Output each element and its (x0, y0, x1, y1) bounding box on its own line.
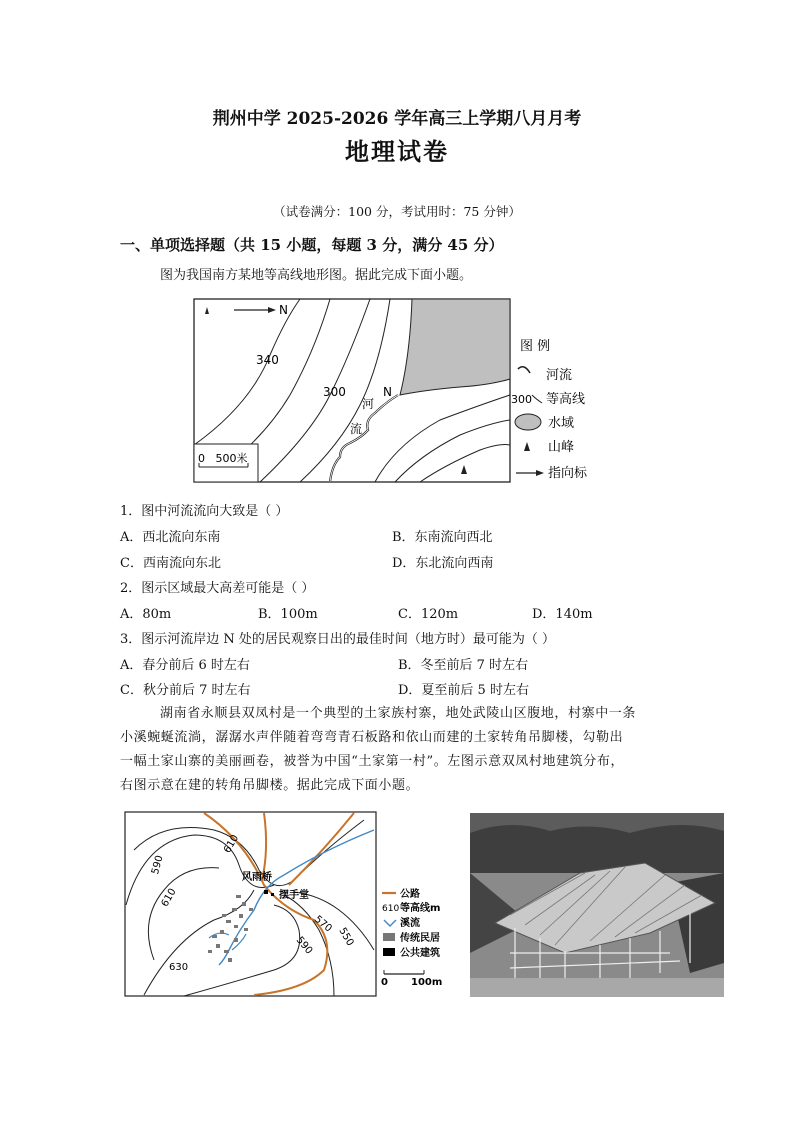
question-intro: 图为我国南方某地等高线地形图。据此完成下面小题。 (160, 268, 473, 283)
contour-label: 610 (159, 886, 179, 909)
legend-house: 传统民居 (400, 933, 440, 944)
legend-contour-value: 300 (511, 393, 532, 406)
contour-line (395, 420, 510, 482)
q1-option-d[interactable]: D．东北流向西南 (392, 556, 494, 571)
stream-icon (384, 920, 396, 926)
peak-icon (461, 465, 467, 474)
public-building-icon (264, 890, 268, 894)
river-label-2: 流 (350, 422, 363, 436)
scale-zero: 0 (381, 977, 388, 988)
scale-label: 0 500米 (198, 452, 248, 465)
q3-option-d[interactable]: D．夏至前后 5 时左右 (398, 683, 529, 698)
legend-public: 公共建筑 (400, 948, 440, 959)
passage-line: 湖南省永顺县双凤村是一个典型的土家族村寨，地处武陵山区腹地，村寨中一条 (160, 706, 637, 721)
scale-100m: 100m (411, 977, 443, 988)
traditional-house-icon (383, 933, 395, 941)
river-label-1: 河 (362, 397, 375, 411)
passage-line: 一幅土家山寨的美丽画卷，被誉为中国“土家第一村”。左图示意双凤村地建筑分布， (120, 754, 625, 769)
legend-title: 图 例 (520, 339, 551, 354)
question-1-stem: 1．图中河流流向大致是（ ） (120, 504, 289, 519)
q1-option-c[interactable]: C．西南流向东北 (120, 556, 221, 571)
passage-line: 小溪蜿蜒流淌，潺潺水声伴随着弯弯青石板路和依山而建的土家转角吊脚楼，勾勒出 (120, 730, 624, 745)
north-label: N (279, 303, 288, 317)
public-building-legend-icon (383, 948, 395, 956)
contour-line (375, 395, 510, 482)
contour-label: 630 (169, 962, 189, 973)
legend-contour: 等高线m (400, 903, 441, 914)
section-heading: 一、单项选择题（共 15 小题，每题 3 分，满分 45 分） (120, 236, 504, 254)
hall-label: 摆手堂 (279, 890, 309, 901)
contour-label-300: 300 (323, 385, 346, 399)
contour-line (194, 299, 300, 445)
q1-option-b[interactable]: B．东南流向西北 (392, 530, 493, 545)
contour-label: 590 (149, 854, 166, 876)
village-map-figure (124, 810, 464, 998)
exam-title-subject: 地理试卷 (345, 137, 449, 166)
contour-label-340: 340 (256, 353, 279, 367)
legend-label-contour: 等高线 (546, 392, 586, 407)
q3-option-a[interactable]: A．春分前后 6 时左右 (120, 658, 250, 673)
legend-label-peak: 山峰 (548, 440, 575, 455)
legend-label-water: 水域 (548, 416, 575, 431)
water-body-icon (515, 414, 541, 430)
q2-option-b[interactable]: B．100m (258, 607, 318, 622)
exam-title-line1: 荆州中学 2025-2026 学年高三上学期八月月考 (212, 109, 582, 129)
contour-line (260, 299, 370, 482)
contour-label: 590 (293, 934, 315, 957)
q2-option-a[interactable]: A．80m (120, 607, 172, 622)
contour-label: 610 (222, 833, 242, 856)
q1-option-a[interactable]: A．西北流向东南 (120, 530, 221, 545)
q3-option-c[interactable]: C．秋分前后 7 时左右 (120, 683, 251, 698)
question-2-stem: 2．图示区域最大高差可能是（ ） (120, 581, 315, 596)
q3-option-b[interactable]: B．冬至前后 7 时左右 (398, 658, 529, 673)
passage-line: 右图示意在建的转角吊脚楼。据此完成下面小题。 (120, 778, 420, 793)
exam-info: （试卷满分：100 分，考试用时：75 分钟） (273, 204, 521, 219)
question-3-stem: 3．图示河流岸边 N 处的居民观察日出的最佳时间（地方时）最可能为（ ） (120, 632, 556, 647)
point-n-label: N (383, 385, 392, 399)
legend-label-north: 指向标 (548, 466, 588, 481)
peak-legend-icon (524, 442, 530, 451)
contour-line-icon (532, 395, 542, 403)
river-line-icon (518, 367, 530, 373)
water-body-shape (400, 299, 510, 395)
legend-road: 公路 (400, 889, 420, 900)
contour-label: 550 (336, 926, 356, 949)
legend-contour-value: 610 (382, 904, 400, 914)
contour-label: 570 (312, 913, 334, 935)
bridge-label: 风雨桥 (242, 872, 272, 883)
stilt-house-photo (470, 813, 724, 997)
contour-map-figure (190, 295, 600, 490)
q2-option-d[interactable]: D．140m (532, 607, 593, 622)
legend-label-river: 河流 (546, 368, 573, 383)
legend-stream: 溪流 (400, 918, 420, 929)
peak-icon (205, 307, 209, 314)
q2-option-c[interactable]: C．120m (398, 607, 459, 622)
